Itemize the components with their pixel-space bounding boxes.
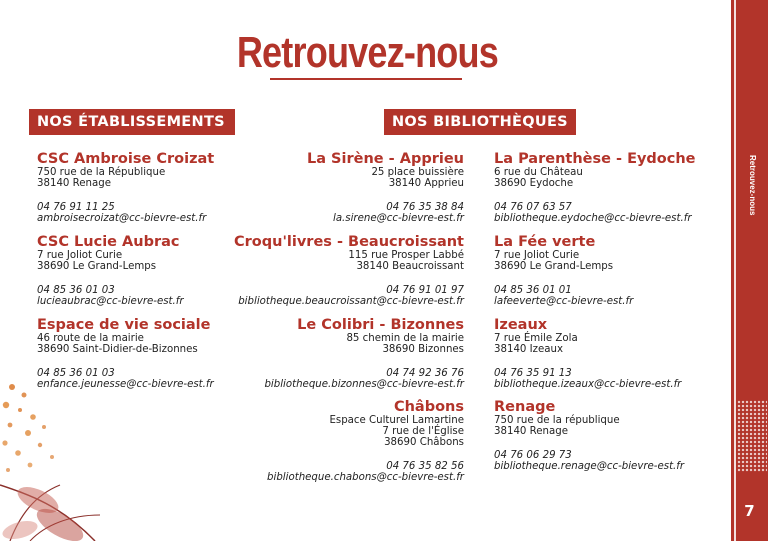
- entry-address: 38140 Apprieu: [388, 178, 464, 189]
- entry-address: 38690 Bizonnes: [382, 344, 464, 355]
- entry-phone: 04 76 91 11 25: [37, 202, 115, 213]
- etablissement-entry: [37, 235, 184, 307]
- entry-email[interactable]: ambroisecroizat@cc-bievre-est.fr: [37, 213, 207, 224]
- entry-address: 38140 Izeaux: [494, 344, 563, 355]
- etablissement-entry: [37, 152, 214, 224]
- entry-email[interactable]: bibliotheque.renage@cc-bievre-est.fr: [494, 461, 685, 472]
- entry-name: Croqu'livres - Beaucroissant: [234, 234, 464, 250]
- entry-address: 46 route de la mairie: [37, 333, 144, 344]
- page-title: Retrouvez-nous: [236, 28, 498, 77]
- entry-phone: 04 85 36 01 01: [494, 285, 572, 296]
- bibliotheque-entry: [264, 318, 464, 390]
- entry-email[interactable]: la.sirene@cc-bievre-est.fr: [332, 213, 464, 224]
- entry-address: 85 chemin de la mairie: [346, 333, 464, 344]
- bibliotheque-entry: [494, 318, 681, 390]
- entry-email[interactable]: lafeeverte@cc-bievre-est.fr: [494, 296, 634, 307]
- entry-email[interactable]: enfance.jeunesse@cc-bievre-est.fr: [37, 379, 214, 390]
- entry-address: 6 rue du Château: [494, 167, 583, 178]
- section-header-etablissements: NOS ÉTABLISSEMENTS: [29, 109, 235, 135]
- entry-name: Châbons: [393, 399, 464, 415]
- entry-name: La Fée verte: [494, 234, 596, 250]
- entry-address: 7 rue Joliot Curie: [494, 250, 580, 261]
- entry-address: 25 place buissière: [371, 167, 464, 178]
- entry-address: 7 rue Émile Zola: [494, 333, 578, 344]
- entry-name: CSC Lucie Aubrac: [37, 234, 180, 250]
- bibliotheque-entry: [307, 152, 464, 224]
- entry-email[interactable]: bibliotheque.beaucroissant@cc-bievre-est.fr: [238, 296, 464, 307]
- entry-name: La Parenthèse - Eydoche: [494, 151, 696, 167]
- decorative-branch-illustration: [0, 365, 150, 541]
- entry-address: 7 rue Joliot Curie: [37, 250, 123, 261]
- sidebar-stripe: [734, 0, 736, 541]
- entry-phone: 04 76 91 01 97: [386, 285, 464, 296]
- entry-phone: 04 76 35 91 13: [494, 368, 572, 379]
- bibliotheque-entry: [234, 235, 464, 307]
- entry-name: Izeaux: [494, 317, 548, 333]
- bibliotheque-entry: [494, 400, 684, 472]
- entry-address: 750 rue de la république: [494, 415, 620, 426]
- page-number: 7: [744, 502, 755, 520]
- entry-address: 38690 Saint-Didier-de-Bizonnes: [37, 344, 198, 355]
- sidebar-dot-pattern: [737, 400, 767, 472]
- etablissement-entry: [37, 318, 214, 390]
- entry-address: 38140 Renage: [37, 178, 111, 189]
- entry-address: 115 rue Prosper Labbé: [348, 250, 464, 261]
- entry-email[interactable]: bibliotheque.bizonnes@cc-bievre-est.fr: [264, 379, 464, 390]
- entry-phone: 04 76 06 29 73: [494, 450, 572, 461]
- entry-phone: 04 76 35 82 56: [386, 461, 464, 472]
- entry-address: 38140 Renage: [494, 426, 568, 437]
- title-underline: [270, 78, 462, 80]
- entry-email[interactable]: lucieaubrac@cc-bievre-est.fr: [37, 296, 184, 307]
- entry-address: Espace Culturel Lamartine: [329, 415, 464, 426]
- bibliotheque-entry: [267, 400, 464, 483]
- entry-email[interactable]: bibliotheque.eydoche@cc-bievre-est.fr: [494, 213, 692, 224]
- entry-phone: 04 76 07 63 57: [494, 202, 572, 213]
- entry-name: Espace de vie sociale: [37, 317, 211, 333]
- entry-address: 750 rue de la République: [37, 167, 166, 178]
- entry-phone: 04 85 36 01 03: [37, 368, 115, 379]
- entry-address: 7 rue de l'Église: [382, 426, 464, 437]
- section-header-bibliotheques: NOS BIBLIOTHÈQUES: [384, 109, 576, 135]
- entry-phone: 04 85 36 01 03: [37, 285, 115, 296]
- entry-address: 38690 Eydoche: [494, 178, 574, 189]
- entry-address: 38140 Beaucroissant: [356, 261, 464, 272]
- sidebar-label: Retrouvez-nous: [748, 155, 757, 216]
- entry-phone: 04 74 92 36 76: [386, 368, 464, 379]
- entry-name: La Sirène - Apprieu: [306, 151, 464, 167]
- entry-address: 38690 Châbons: [384, 437, 464, 448]
- bibliotheque-entry: [494, 235, 633, 307]
- entry-name: Le Colibri - Bizonnes: [297, 317, 464, 333]
- entry-email[interactable]: bibliotheque.izeaux@cc-bievre-est.fr: [494, 379, 682, 390]
- entry-address: 38690 Le Grand-Lemps: [494, 261, 614, 272]
- entry-email[interactable]: bibliotheque.chabons@cc-bievre-est.fr: [267, 472, 464, 483]
- entry-address: 38690 Le Grand-Lemps: [37, 261, 157, 272]
- bibliotheque-entry: [494, 152, 696, 224]
- entry-name: CSC Ambroise Croizat: [37, 151, 215, 167]
- entry-phone: 04 76 35 38 84: [386, 202, 464, 213]
- entry-name: Renage: [494, 399, 556, 415]
